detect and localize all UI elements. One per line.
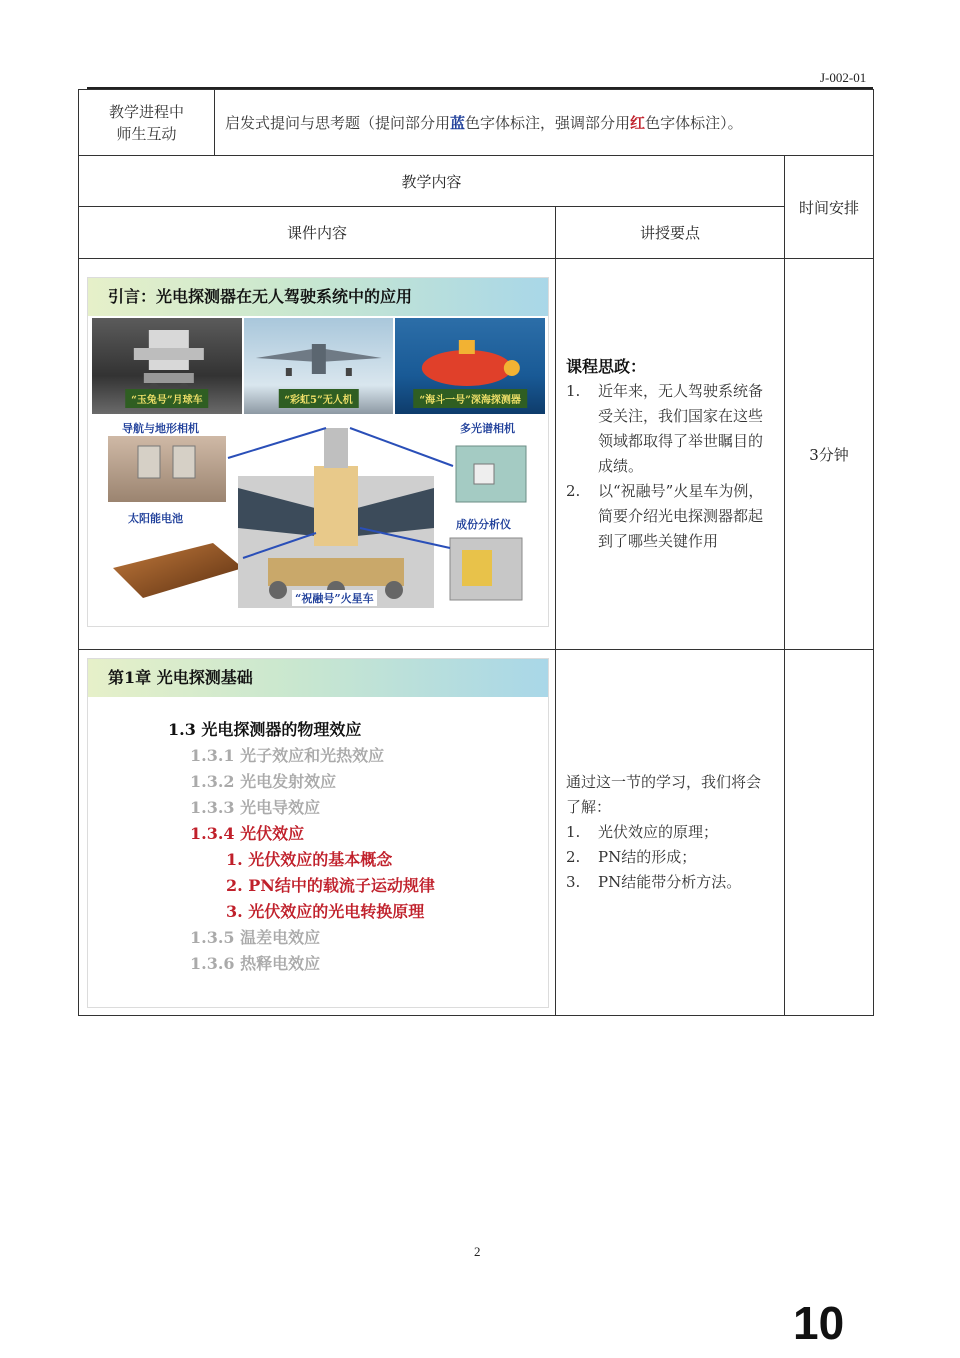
solar-cell-label: 太阳能电池 — [128, 512, 183, 525]
outline-heading: 1.3 光电探测器的物理效应 — [168, 720, 362, 739]
list-item: 2. PN结的形成； — [566, 848, 697, 866]
list-item: 1. 近年来，无人驾驶系统备受关注，我们国家在这些领域都取得了举世瞩目的成绩。 — [566, 382, 764, 475]
blue-keyword: 蓝 — [450, 114, 466, 132]
courseware-header: 课件内容 — [79, 207, 556, 259]
nav-camera-label: 导航与地形相机 — [122, 422, 199, 435]
courseware-cell-2 — [79, 650, 556, 1016]
outline-item: 1.3.3 光电导效应 — [190, 798, 321, 817]
list-item: 3. PN结能带分析方法。 — [566, 873, 742, 891]
section-outline — [88, 697, 548, 1007]
outline-item: 1.3.2 光电发射效应 — [190, 772, 337, 791]
slide-title: 第1章 光电探测基础 — [88, 659, 548, 697]
list-item: 2. 以“祝融号”火星车为例，简要介绍光电探测器都起到了哪些关键作用 — [566, 482, 764, 550]
notes-list — [566, 379, 774, 554]
photo-caption: “玉兔号”月球车 — [125, 389, 209, 408]
time-cell-2 — [785, 650, 874, 1016]
outline-item: 1.3.6 热释电效应 — [190, 954, 321, 973]
ideology-notes — [556, 354, 784, 554]
key-points-cell-2 — [556, 650, 785, 1016]
outline-item: 1.3.5 温差电效应 — [190, 928, 321, 947]
document-code: J-002-01 — [820, 70, 867, 85]
goals-intro: 通过这一节的学习，我们将会了解： — [566, 773, 762, 816]
time-header: 时间安排 — [785, 156, 874, 259]
slide-intro — [87, 277, 549, 627]
courseware-cell-1 — [79, 259, 556, 650]
spectrometer-label: 成份分析仪 — [456, 518, 511, 531]
lesson-plan-table — [78, 89, 874, 1016]
photo-caption: “彩虹5”无人机 — [278, 389, 358, 408]
rover-label: “祝融号”火星车 — [292, 590, 377, 606]
list-item: 1. 光伏效应的原理； — [566, 823, 719, 841]
outline-subitem: 1. 光伏效应的基本概念 — [226, 850, 393, 869]
mars-rover-diagram — [88, 418, 548, 608]
interaction-label: 教学进程中 师生互动 — [79, 90, 215, 156]
interaction-description: 启发式提问与思考题（提问部分用蓝色字体标注，强调部分用红色字体标注）。 — [215, 90, 874, 156]
photo-row — [88, 316, 548, 414]
outline-item-highlight: 1.3.4 光伏效应 — [190, 824, 305, 843]
slide-title: 引言：光电探测器在无人驾驶系统中的应用 — [88, 278, 548, 316]
teaching-content-header: 教学内容 — [79, 156, 785, 207]
deep-sea-probe-photo — [395, 318, 545, 414]
red-keyword: 红 — [630, 114, 646, 132]
slide-chapter1 — [87, 658, 549, 1008]
notes-title: 课程思政： — [566, 357, 647, 376]
sheet-number: 10 — [793, 1297, 845, 1349]
outline-item: 1.3.1 光子效应和光热效应 — [190, 746, 385, 765]
key-points-header: 讲授要点 — [556, 207, 785, 259]
outline-subitem: 3. 光伏效应的光电转换原理 — [226, 902, 425, 921]
learning-goals — [556, 770, 784, 895]
photo-caption: “海斗一号”深海探测器 — [413, 389, 527, 408]
drone-photo — [244, 318, 394, 414]
outline-subitem: 2. PN结中的载流子运动规律 — [226, 876, 435, 895]
goals-list — [566, 820, 774, 895]
multispectral-label: 多光谱相机 — [460, 422, 515, 435]
page-number: 2 — [474, 1244, 481, 1259]
lunar-rover-photo — [92, 318, 242, 414]
time-cell-1: 3分钟 — [785, 259, 874, 650]
key-points-cell-1 — [556, 259, 785, 650]
